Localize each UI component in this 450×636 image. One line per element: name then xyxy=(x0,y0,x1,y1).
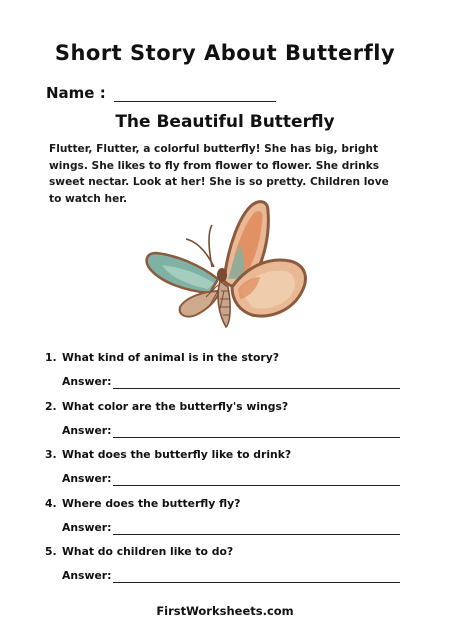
answer-row xyxy=(62,521,400,535)
question-item xyxy=(40,545,410,594)
answer-label: Answer: xyxy=(62,375,112,388)
question-text xyxy=(45,400,288,414)
question-item xyxy=(40,351,410,400)
answer-line[interactable] xyxy=(113,474,400,486)
name-input-line[interactable] xyxy=(114,87,276,102)
question-number: 2. xyxy=(45,399,57,413)
footer-site-link[interactable]: FirstWorksheets.com xyxy=(156,604,294,618)
question-item xyxy=(40,497,410,546)
name-label: Name : xyxy=(46,84,106,102)
question-text xyxy=(45,351,279,365)
question-item xyxy=(40,400,410,449)
answer-row xyxy=(62,375,400,389)
question-label: What color are the butterfly's wings? xyxy=(62,399,289,413)
question-number: 3. xyxy=(45,448,57,462)
question-text xyxy=(45,545,233,559)
question-label: What do children like to do? xyxy=(62,545,234,559)
answer-line[interactable] xyxy=(113,426,400,438)
answer-label: Answer: xyxy=(62,569,112,583)
question-number: 1. xyxy=(45,351,57,364)
question-number: 5. xyxy=(45,545,57,559)
answer-line[interactable] xyxy=(113,571,400,583)
question-label: What does the butterfly like to drink? xyxy=(62,448,292,462)
question-label: Where does the butterfly fly? xyxy=(62,496,241,510)
answer-row xyxy=(62,472,400,486)
question-text xyxy=(45,448,291,462)
answer-label: Answer: xyxy=(62,472,112,486)
answer-row xyxy=(62,569,400,583)
answer-label: Answer: xyxy=(62,423,112,437)
question-item xyxy=(40,448,410,497)
story-title: The Beautiful Butterfly xyxy=(115,112,335,132)
name-row xyxy=(46,82,276,102)
page-title: Short Story About Butterfly xyxy=(54,41,396,65)
question-number: 4. xyxy=(45,496,57,510)
story-paragraph: Flutter, Flutter, a colorful butterfly! She has big, bright wings. She likes to fly from flower to flower. She drinks sweet nectar. Look at her! She is so pretty. Children love to watch her. xyxy=(49,143,389,205)
answer-line[interactable] xyxy=(113,523,400,535)
question-list xyxy=(40,351,410,594)
question-label: What kind of animal is in the story? xyxy=(62,351,279,364)
answer-label: Answer: xyxy=(62,520,112,534)
answer-row xyxy=(62,424,400,438)
question-text xyxy=(45,497,240,511)
butterfly-illustration xyxy=(140,195,315,335)
answer-line[interactable] xyxy=(113,377,400,389)
